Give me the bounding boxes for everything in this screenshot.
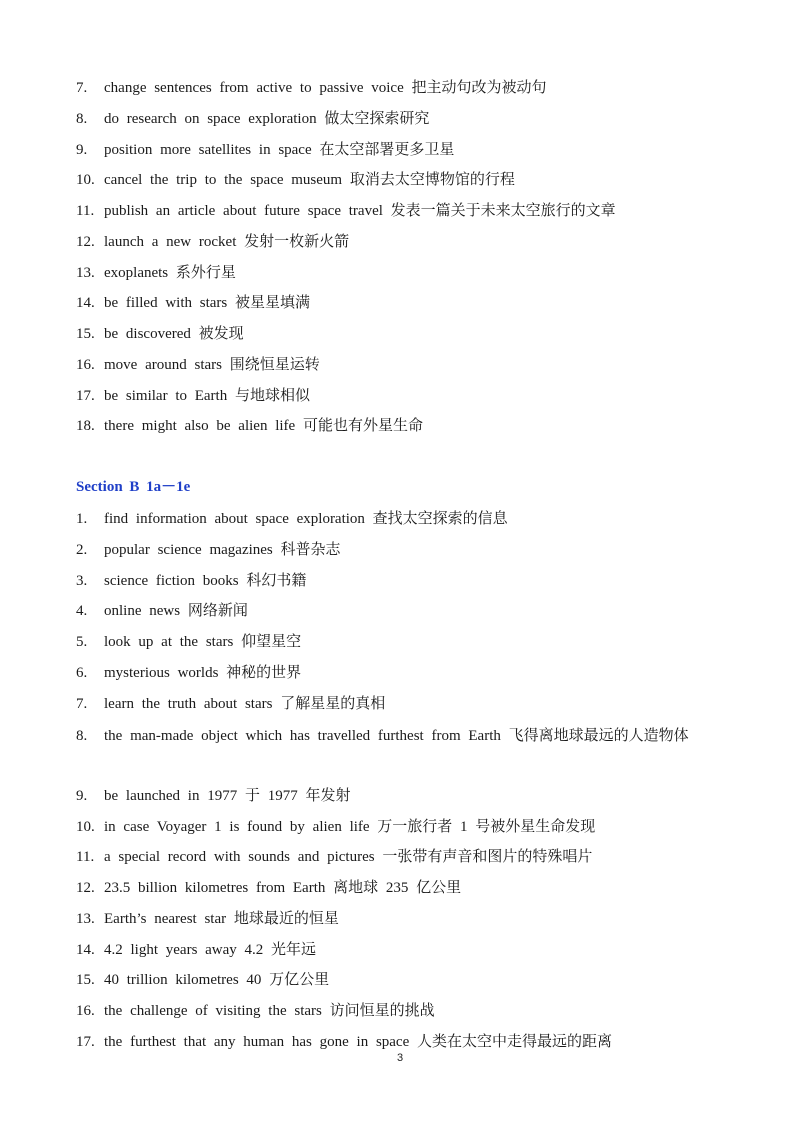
item-text: change sentences from active to passive voice 把主动句改为被动句 bbox=[104, 80, 547, 96]
item-number: 3. bbox=[76, 572, 88, 589]
vocab-list-section-a bbox=[76, 75, 736, 444]
item-number: 9. bbox=[76, 141, 88, 158]
item-text: the challenge of visiting the stars 访问恒星的挑战 bbox=[104, 1003, 435, 1019]
list-item bbox=[76, 844, 736, 875]
item-number: 13. bbox=[76, 910, 95, 927]
item-text: a special record with sounds and pictures 一张带有声音和图片的特殊唱片 bbox=[104, 849, 593, 866]
item-text: the furthest that any human has gone in space 人类在太空中走得最远的距离 bbox=[104, 1033, 613, 1050]
item-number: 8. bbox=[76, 728, 88, 745]
item-text: learn the truth about stars 了解星星的真相 bbox=[104, 695, 386, 712]
list-item bbox=[76, 937, 736, 968]
vocab-list-section-b bbox=[76, 506, 736, 1060]
item-text: online news 网络新闻 bbox=[104, 603, 248, 620]
list-item bbox=[76, 783, 736, 814]
item-number: 17. bbox=[76, 387, 95, 404]
item-number: 12. bbox=[76, 880, 95, 896]
item-number: 9. bbox=[76, 787, 88, 804]
item-number: 16. bbox=[76, 356, 95, 373]
item-text: mysterious worlds 神秘的世界 bbox=[104, 664, 302, 681]
item-number: 11. bbox=[76, 203, 95, 219]
item-text: Earth’s nearest star 地球最近的恒星 bbox=[104, 910, 339, 927]
item-number: 18. bbox=[76, 418, 95, 435]
list-item bbox=[76, 537, 736, 568]
list-item bbox=[76, 598, 736, 629]
item-number: 8. bbox=[76, 110, 88, 127]
item-number: 5. bbox=[76, 634, 88, 650]
item-number: 7. bbox=[76, 695, 88, 712]
item-number: 10. bbox=[76, 818, 95, 835]
item-number: 2. bbox=[76, 541, 88, 558]
item-text: 40 trillion kilometres 40 万亿公里 bbox=[104, 972, 330, 989]
list-item bbox=[76, 875, 736, 906]
list-item bbox=[76, 506, 736, 537]
list-item bbox=[76, 629, 736, 660]
item-number: 10. bbox=[76, 172, 95, 189]
item-text: science fiction books 科幻书籍 bbox=[104, 572, 307, 589]
item-text: do research on space exploration 做太空探索研究 bbox=[104, 110, 430, 127]
list-item bbox=[76, 721, 736, 783]
list-item bbox=[76, 75, 736, 106]
list-item bbox=[76, 198, 736, 229]
item-text: launch a new rocket 发射一枚新火箭 bbox=[104, 233, 350, 250]
list-item bbox=[76, 167, 736, 198]
list-item bbox=[76, 352, 736, 383]
item-text: be discovered 被发现 bbox=[104, 326, 244, 342]
item-number: 4. bbox=[76, 603, 88, 620]
item-text: be filled with stars 被星星填满 bbox=[104, 295, 310, 312]
item-number: 15. bbox=[76, 972, 95, 989]
list-item bbox=[76, 321, 736, 352]
item-text: the man-made object which has travelled furthest from Earth 飞得离地球最远的人造物体 bbox=[104, 728, 689, 745]
item-number: 14. bbox=[76, 295, 95, 312]
list-item bbox=[76, 691, 736, 722]
item-text: exoplanets 系外行星 bbox=[104, 264, 236, 281]
list-item bbox=[76, 413, 736, 444]
item-text: be launched in 1977 于 1977 年发射 bbox=[104, 787, 351, 804]
list-item bbox=[76, 260, 736, 291]
item-number: 1. bbox=[76, 511, 88, 527]
list-item bbox=[76, 660, 736, 691]
page-number: 3 bbox=[396, 1052, 404, 1064]
item-number: 12. bbox=[76, 233, 95, 250]
list-item bbox=[76, 568, 736, 599]
item-number: 15. bbox=[76, 326, 95, 342]
list-item bbox=[76, 106, 736, 137]
list-item bbox=[76, 229, 736, 260]
item-text: be similar to Earth 与地球相似 bbox=[104, 387, 310, 404]
list-item bbox=[76, 967, 736, 998]
item-text: cancel the trip to the space museum 取消去太空博物馆的行程 bbox=[104, 172, 515, 189]
item-text: there might also be alien life 可能也有外星生命 bbox=[104, 418, 423, 435]
item-text: 23.5 billion kilometres from Earth 离地球 235 亿公里 bbox=[104, 880, 462, 896]
item-number: 13. bbox=[76, 264, 95, 281]
item-text: in case Voyager 1 is found by alien life 万一旅行者 1 号被外星生命发现 bbox=[104, 818, 596, 835]
list-item bbox=[76, 383, 736, 414]
item-text: move around stars 围绕恒星运转 bbox=[104, 356, 320, 373]
item-number: 7. bbox=[76, 80, 88, 96]
item-number: 16. bbox=[76, 1003, 95, 1019]
item-text: popular science magazines 科普杂志 bbox=[104, 541, 341, 558]
list-item bbox=[76, 137, 736, 168]
item-number: 6. bbox=[76, 664, 88, 681]
item-number: 17. bbox=[76, 1033, 95, 1050]
section-b-heading: Section B 1a－1e bbox=[76, 479, 191, 495]
list-item bbox=[76, 998, 736, 1029]
list-item bbox=[76, 814, 736, 845]
item-number: 11. bbox=[76, 849, 95, 866]
item-text: look up at the stars 仰望星空 bbox=[104, 634, 302, 650]
list-item bbox=[76, 290, 736, 321]
item-number: 14. bbox=[76, 941, 95, 958]
item-text: find information about space exploration 查找太空探索的信息 bbox=[104, 511, 508, 527]
item-text: 4.2 light years away 4.2 光年远 bbox=[104, 941, 317, 958]
item-text: publish an article about future space travel 发表一篇关于未来太空旅行的文章 bbox=[104, 203, 616, 219]
list-item bbox=[76, 906, 736, 937]
item-text: position more satellites in space 在太空部署更多卫星 bbox=[104, 141, 455, 158]
